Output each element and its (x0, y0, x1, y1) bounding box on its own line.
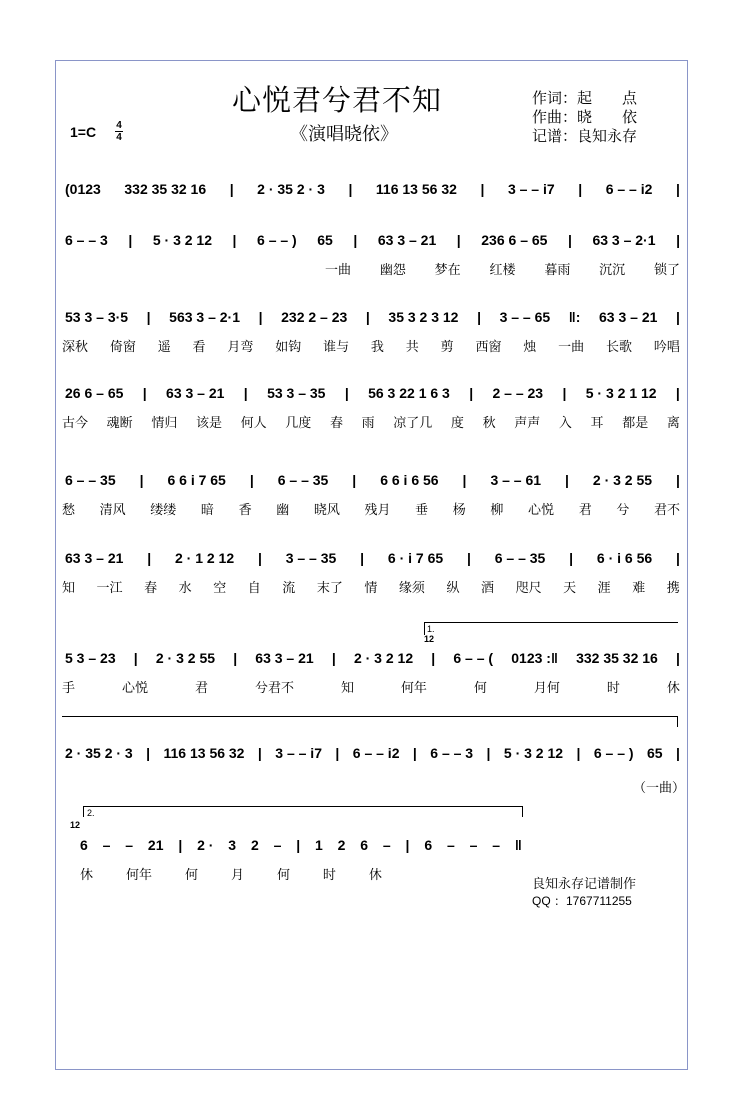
second-ending-bracket (83, 806, 523, 817)
lyric-word: 烛 (523, 340, 537, 355)
note-group: 563 3 – 2·1 (169, 309, 241, 325)
note-group: – (469, 837, 478, 853)
staff-notes (65, 545, 680, 571)
note-group: 6 · i 6 56 (596, 550, 653, 566)
staff-lyrics (62, 499, 680, 519)
note-group: 3 – – i7 (507, 181, 555, 197)
note-group: 2 · 35 2 · 3 (257, 181, 325, 197)
lyric-word: 知 (340, 681, 354, 696)
lyric-word: 看 (192, 340, 206, 355)
note-group: 2 (337, 837, 346, 853)
lyric-word: 一曲 (325, 263, 352, 278)
note-group: 5 3 – 23 (65, 650, 116, 666)
note-group: 65 (317, 232, 333, 248)
note-group: 3 – – 61 (490, 472, 542, 488)
barline: | (365, 309, 370, 325)
barline: | (466, 550, 471, 566)
staff-notes (65, 380, 680, 406)
note-group: 2 · 1 2 12 (174, 550, 235, 566)
note-group: 6 – – ) (593, 745, 634, 761)
lyric-word: 何人 (240, 416, 267, 431)
lyric-word: 都是 (622, 416, 649, 431)
first-ending-bracket (424, 622, 678, 635)
staff-notes (65, 176, 680, 202)
lyric-word: 何年 (400, 681, 427, 696)
lyric-word: 纵 (446, 581, 460, 596)
barline: | (477, 309, 481, 325)
lyric-word: 心悦 (528, 503, 555, 518)
lyric-word: 君 (578, 503, 592, 518)
lyric-word: 咫尺 (515, 581, 542, 596)
credit-lyricist: 作词：起 点 (532, 89, 638, 107)
lyric-word: 雨 (361, 416, 375, 431)
lyric-word: 柳 (490, 503, 504, 518)
lyric-word: 声声 (514, 416, 541, 431)
barline: | (142, 385, 147, 401)
lyric-word: 兮 (616, 503, 630, 518)
lyric-word: 休 (666, 681, 680, 696)
lyric-word: 耳 (590, 416, 604, 431)
note-group: 63 3 – 21 (599, 309, 658, 325)
time-signature (115, 120, 123, 143)
note-group: 236 6 – 65 (481, 232, 548, 248)
lyric-word: 携 (666, 581, 680, 596)
staff-line (0, 645, 742, 705)
barline: | (233, 650, 238, 666)
note-group: 332 35 32 16 (124, 181, 207, 197)
lyric-word: 度 (450, 416, 464, 431)
note-group: 5 · 3 2 12 (152, 232, 212, 248)
lyric-word: 时 (322, 868, 336, 883)
lyric-word: 月何 (533, 681, 560, 696)
barline: | (353, 232, 358, 248)
note-group: 56 3 22 1 6 3 (368, 385, 450, 401)
note-group: 6 – – 3 (65, 232, 108, 248)
lyric-word: 吟唱 (653, 340, 680, 355)
lyric-word: 情归 (151, 416, 178, 431)
barline: | (412, 745, 417, 761)
lyric-word: 长歌 (605, 340, 632, 355)
barline: | (578, 181, 583, 197)
key-signature: 1=C (70, 124, 97, 140)
note-group: 2 · 35 2 · 3 (65, 745, 133, 761)
lyric-word: 春 (329, 416, 343, 431)
lyric-word: 手 (62, 681, 76, 696)
lyric-word: 谁与 (323, 340, 350, 355)
barline: | (469, 385, 474, 401)
lyric-word: 一江 (96, 581, 123, 596)
note-group: 2 · 3 2 12 (353, 650, 414, 666)
lyric-word: 末了 (316, 581, 343, 596)
lyric-word: 暮雨 (544, 263, 571, 278)
note-group: 35 3 2 3 12 (388, 309, 459, 325)
note-group: 0123 :‖ (511, 650, 558, 666)
time-signature-top: 4 (116, 120, 122, 131)
barline: | (178, 837, 183, 853)
lyric-word: 难 (632, 581, 646, 596)
barline: | (146, 309, 151, 325)
lyric-word: 残月 (364, 503, 391, 518)
barline: | (456, 232, 461, 248)
note-group: 63 3 – 21 (166, 385, 225, 401)
barline: ‖ (514, 837, 522, 853)
note-group: – (446, 837, 455, 853)
barline: | (257, 745, 262, 761)
staff-notes (65, 304, 680, 330)
barline: | (128, 232, 133, 248)
lyric-word: 君 (194, 681, 208, 696)
lyric-word: 遥 (157, 340, 171, 355)
credit-composer: 作曲：晓 依 (532, 108, 638, 126)
note-group: – (382, 837, 391, 853)
note-group: 5 · 3 2 12 (503, 745, 564, 761)
barline: | (462, 472, 467, 488)
barline: | (676, 650, 680, 666)
barline: | (562, 385, 567, 401)
note-group: 2 · (197, 837, 214, 853)
barline: | (676, 309, 680, 325)
lyric-word: 清风 (99, 503, 126, 518)
staff-line (0, 467, 742, 527)
barline: | (675, 385, 680, 401)
footer-qq: QQ ：1767711255 (532, 894, 632, 908)
note-group: – (492, 837, 501, 853)
lyric-word: 休 (80, 868, 94, 883)
staff-notes (65, 467, 680, 493)
note-group: 6 – – 35 (65, 472, 116, 488)
barline: | (133, 650, 138, 666)
note-group: 6 6 i 6 56 (380, 472, 439, 488)
barline: | (676, 550, 680, 566)
lyric-word: 香 (238, 503, 252, 518)
note-group: 116 13 56 32 (375, 181, 457, 197)
note-group: 6 (80, 837, 88, 853)
barline: | (576, 745, 581, 761)
note-group: – (102, 837, 111, 853)
note-group: 232 2 – 23 (281, 309, 348, 325)
first-ending-label: 1. (427, 624, 435, 634)
lyric-word: 涯 (597, 581, 611, 596)
lyric-word: 流 (282, 581, 296, 596)
staff-notes (65, 227, 680, 253)
lyric-word: 西窗 (475, 340, 502, 355)
note-group: 332 35 32 16 (576, 650, 658, 666)
repeat-cue: （一曲） (633, 781, 686, 796)
barline: | (257, 550, 262, 566)
lyric-word: 该是 (195, 416, 222, 431)
lyric-word: 何年 (125, 868, 152, 883)
note-group: 63 3 – 21 (65, 550, 124, 566)
lyric-word: 几度 (285, 416, 312, 431)
lyric-word: 剪 (440, 340, 454, 355)
song-subtitle: 《演唱晓依》 (290, 124, 398, 145)
note-group: 6 – – i2 (352, 745, 400, 761)
lyric-word: 天 (563, 581, 577, 596)
note-group: – (125, 837, 134, 853)
staff-line (0, 545, 742, 605)
note-group: 63 3 – 2·1 (592, 232, 656, 248)
lyric-word: 何 (276, 868, 290, 883)
note-group: 6 6 i 7 65 (167, 472, 226, 488)
staff-line (0, 227, 742, 287)
first-ending-continuation (62, 716, 678, 727)
staff-notes (65, 740, 680, 766)
note-group: 6 – – i2 (605, 181, 653, 197)
note-group: 65 (647, 745, 663, 761)
lyric-word: 离 (666, 416, 680, 431)
note-group: 53 3 – 35 (267, 385, 326, 401)
staff-line (0, 380, 742, 440)
barline: | (348, 181, 353, 197)
lyric-word: 幽怨 (379, 263, 406, 278)
barline: | (146, 745, 151, 761)
lyric-word: 红楼 (489, 263, 516, 278)
lyric-word: 幽 (276, 503, 290, 518)
barline: | (676, 472, 680, 488)
lyric-word: 古今 (62, 416, 89, 431)
barline: | (405, 837, 410, 853)
note-group: 2 (250, 837, 259, 853)
lyric-word: 晓风 (313, 503, 340, 518)
staff-lyrics (80, 864, 382, 884)
lyric-word: 兮君不 (254, 681, 294, 696)
barline: ‖: (568, 309, 581, 325)
lyric-word: 倚窗 (109, 340, 136, 355)
barline: | (249, 472, 254, 488)
second-ending-grace: 12 (70, 820, 81, 830)
barline: | (569, 550, 574, 566)
note-group: 6 – – 3 (430, 745, 474, 761)
note-group: 3 – – i7 (275, 745, 322, 761)
lyric-word: 缘须 (398, 581, 425, 596)
barline: | (676, 232, 680, 248)
lyric-word: 如钩 (275, 340, 302, 355)
note-group: 6 – – 35 (277, 472, 329, 488)
note-group: 6 (424, 837, 433, 853)
staff-lyrics (62, 677, 680, 697)
staff-line (0, 304, 742, 364)
barline: | (565, 472, 569, 488)
note-group: 2 · 3 2 55 (592, 472, 653, 488)
lyric-word: 月弯 (227, 340, 254, 355)
barline: | (335, 745, 340, 761)
footer-maker: 良知永存记谱制作 (532, 877, 637, 892)
barline: | (139, 472, 144, 488)
lyric-word: 酒 (481, 581, 495, 596)
note-group: 53 3 – 3·5 (65, 309, 129, 325)
credits-block (532, 89, 637, 146)
barline: | (675, 181, 680, 197)
barline: | (567, 232, 572, 248)
note-group: 2 · 3 2 55 (155, 650, 216, 666)
lyric-word: 春 (144, 581, 158, 596)
lyric-word: 自 (247, 581, 261, 596)
lyric-word: 秋 (482, 416, 496, 431)
note-group: 116 13 56 32 (163, 745, 245, 761)
barline: | (431, 650, 436, 666)
lyric-word: 暗 (200, 503, 214, 518)
lyric-word: 愁 (62, 503, 76, 518)
note-group: – (273, 837, 282, 853)
second-ending-label: 2. (87, 808, 95, 818)
lyric-word: 入 (558, 416, 572, 431)
lyric-word: 水 (178, 581, 192, 596)
note-group: 63 3 – 21 (377, 232, 437, 248)
lyric-word: 缕缕 (150, 503, 177, 518)
note-group: 5 · 3 2 1 12 (585, 385, 657, 401)
note-group: 63 3 – 21 (255, 650, 314, 666)
note-group: 2 – – 23 (492, 385, 544, 401)
song-title: 心悦君兮君不知 (232, 83, 443, 117)
staff-lyrics (62, 577, 680, 597)
barline: | (147, 550, 152, 566)
first-ending-grace: 12 (424, 634, 435, 644)
lyric-word: 月 (230, 868, 244, 883)
lyric-word: 我 (370, 340, 384, 355)
barline: | (229, 181, 234, 197)
lyric-word: 一曲 (558, 340, 585, 355)
note-group: 3 (228, 837, 237, 853)
lyric-word: 杨 (452, 503, 466, 518)
barline: | (232, 232, 237, 248)
barline: | (352, 472, 357, 488)
barline: | (360, 550, 365, 566)
staff-lyrics (325, 259, 680, 279)
note-group: 3 – – 65 (499, 309, 551, 325)
lyric-word: 情 (364, 581, 378, 596)
lyric-word: 垂 (415, 503, 429, 518)
staff-lyrics (62, 336, 680, 356)
lyric-word: 时 (606, 681, 620, 696)
lyric-word: 休 (368, 868, 382, 883)
barline: | (480, 181, 485, 197)
footer-credit (532, 877, 636, 909)
barline: | (258, 309, 263, 325)
note-group: 6 – – 35 (494, 550, 546, 566)
barline: | (243, 385, 248, 401)
note-group: 6 (360, 837, 369, 853)
note-group: (0123 (65, 181, 101, 197)
lyric-word: 深秋 (62, 340, 89, 355)
lyric-word: 何 (184, 868, 198, 883)
lyric-word: 沉沉 (599, 263, 626, 278)
barline: | (344, 385, 349, 401)
lyric-word: 凉了几 (393, 416, 433, 431)
note-group: 3 – – 35 (285, 550, 337, 566)
lyric-word: 知 (62, 581, 76, 596)
time-signature-bottom: 4 (116, 132, 122, 143)
barline: | (486, 745, 491, 761)
lyric-word: 梦在 (434, 263, 461, 278)
credit-transcriber: 记谱：良知永存 (532, 127, 638, 145)
staff-notes (80, 832, 522, 858)
note-group: 1 (314, 837, 323, 853)
note-group: 21 (147, 837, 164, 853)
lyric-word: 何 (473, 681, 487, 696)
barline: | (331, 650, 336, 666)
note-group: 6 – – ( (453, 650, 494, 666)
lyric-word: 君不 (653, 503, 680, 518)
lyric-word: 锁了 (653, 263, 680, 278)
lyric-word: 魂断 (106, 416, 133, 431)
lyric-word: 空 (213, 581, 227, 596)
note-group: 6 · i 7 65 (387, 550, 444, 566)
note-group: 6 – – ) (257, 232, 297, 248)
lyric-word: 心悦 (121, 681, 148, 696)
barline: | (676, 745, 680, 761)
lyric-word: 共 (405, 340, 419, 355)
staff-notes (65, 645, 680, 671)
staff-lyrics (62, 412, 680, 432)
note-group: 26 6 – 65 (65, 385, 124, 401)
barline: | (296, 837, 301, 853)
staff-line (0, 740, 742, 800)
